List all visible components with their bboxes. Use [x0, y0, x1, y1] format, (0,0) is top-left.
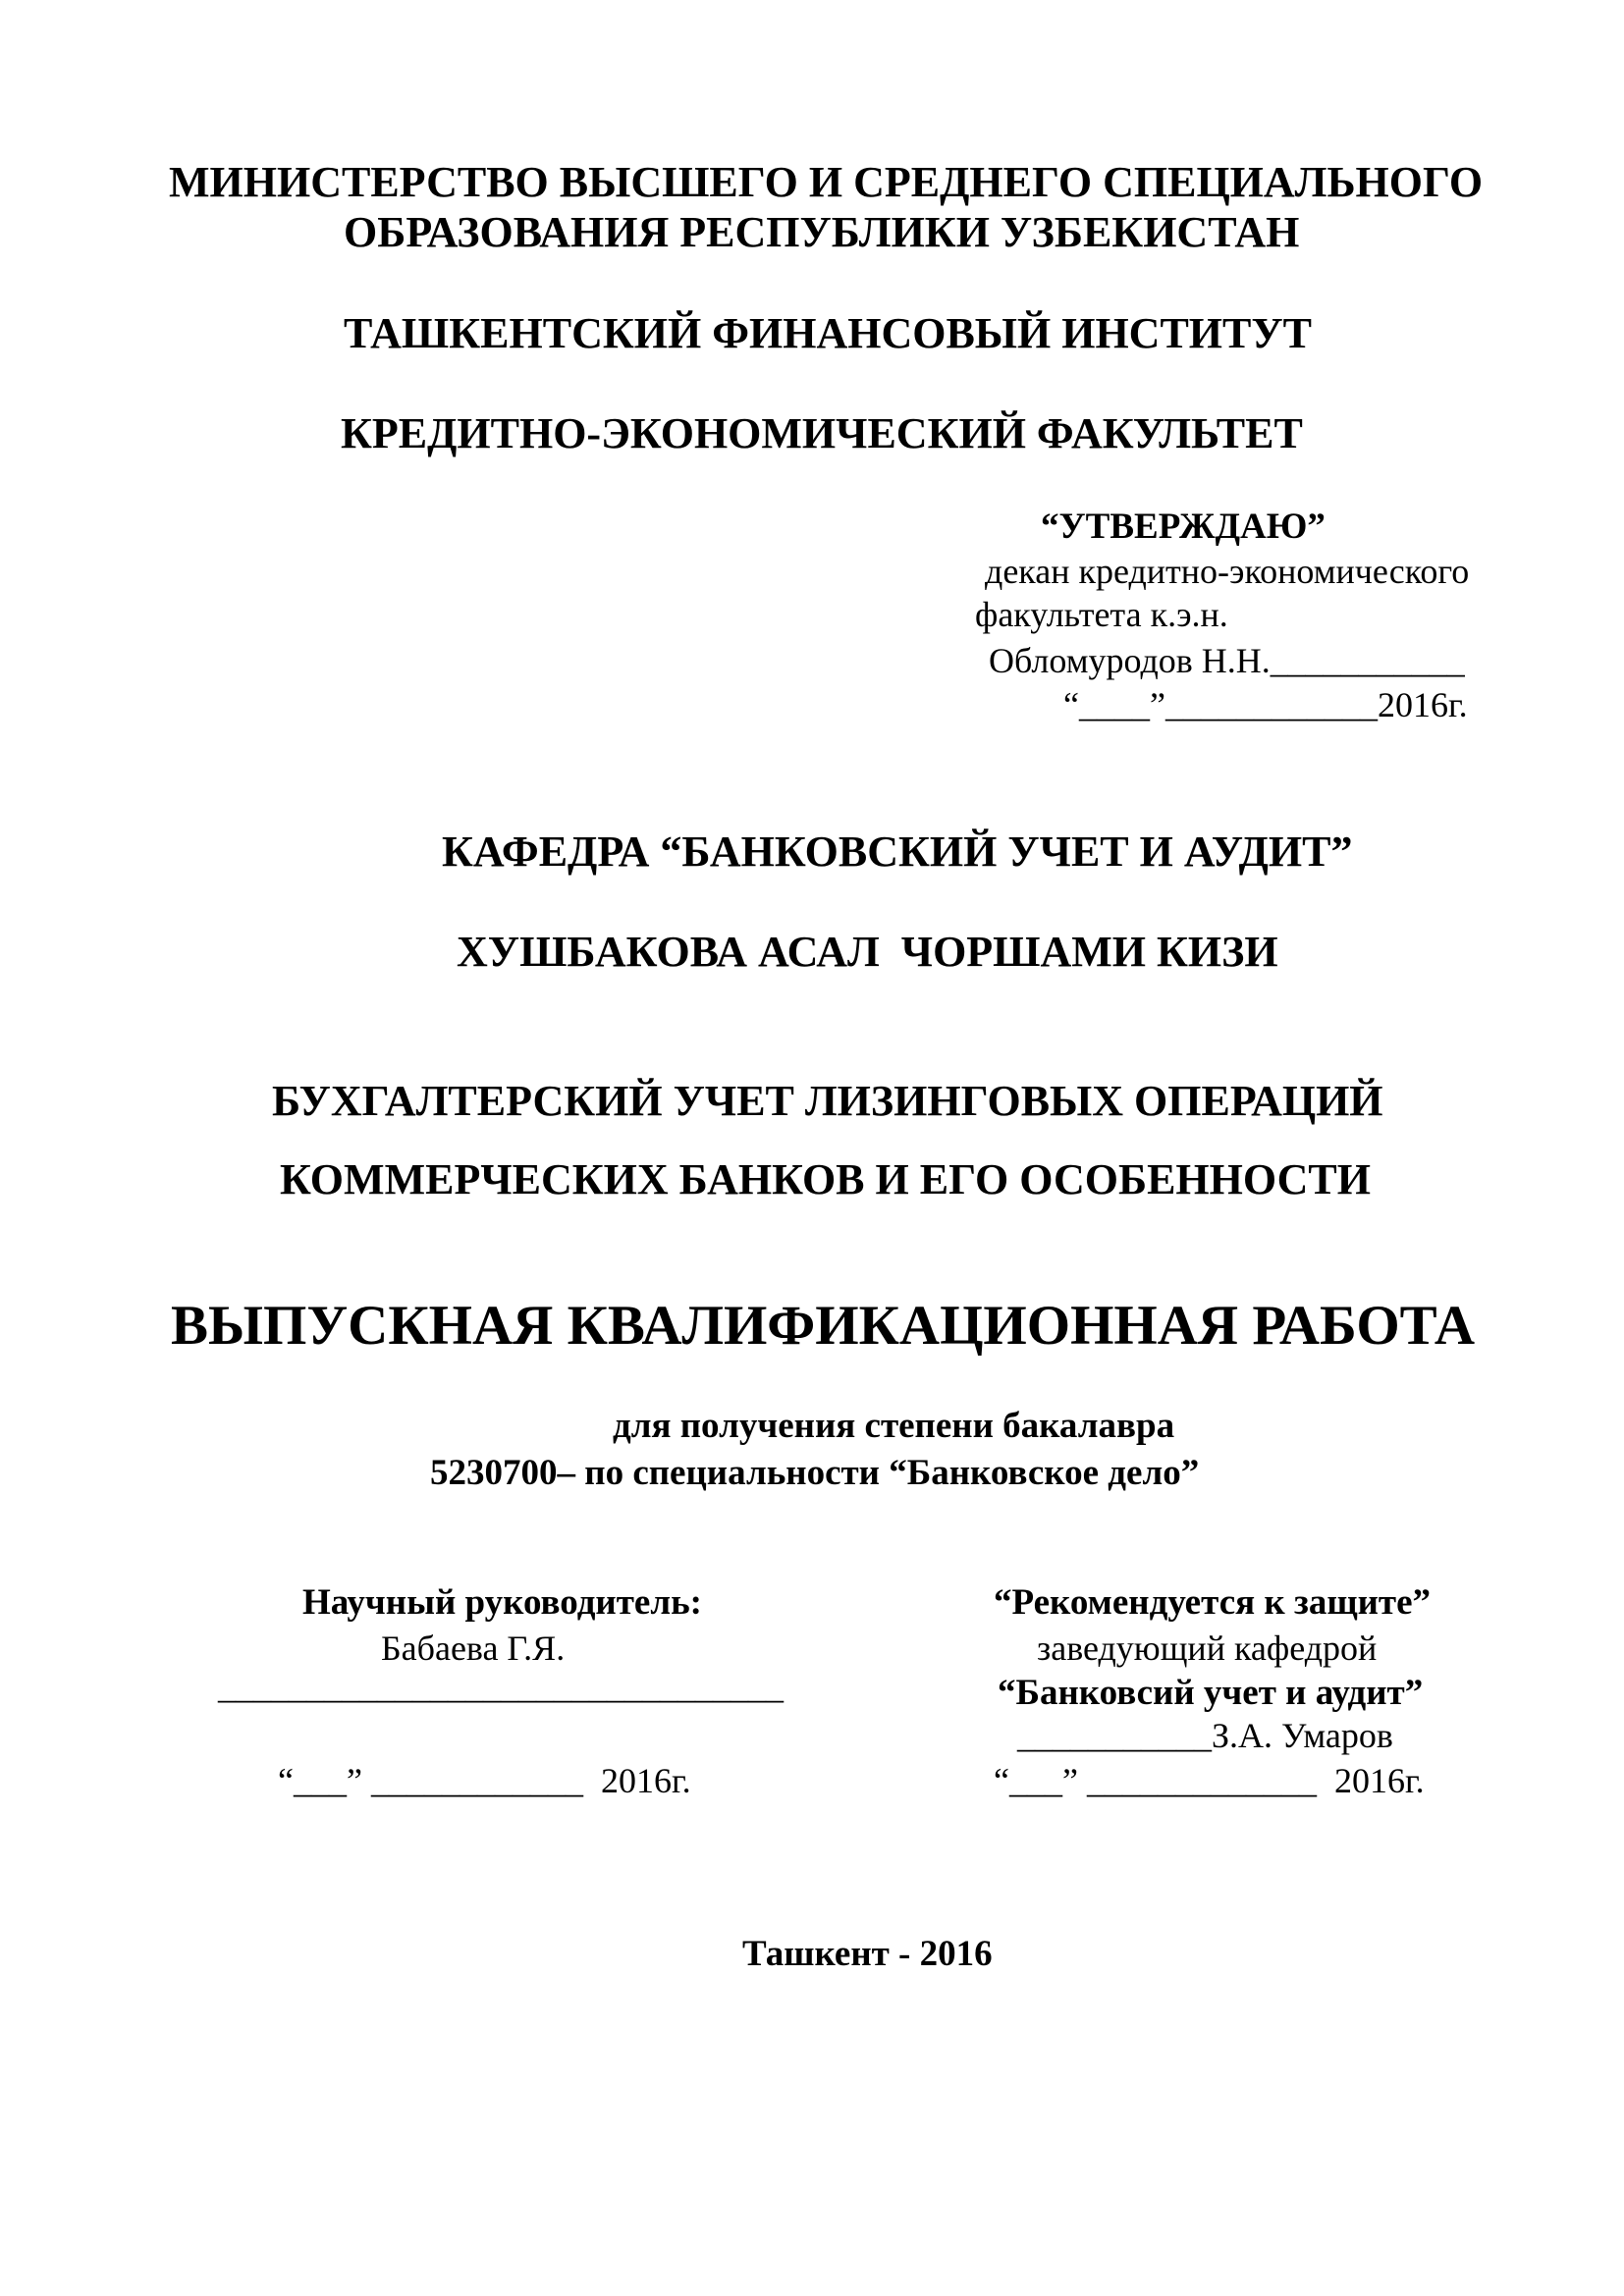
approval-dean-degree: факультета к.э.н.	[975, 595, 1228, 634]
approval-title: “УТВЕРЖДАЮ”	[1041, 507, 1326, 547]
supervisor-date: “___” ____________ 2016г.	[278, 1761, 691, 1800]
department-name: КАФЕДРА “БАНКОВСКИЙ УЧЕТ И АУДИТ”	[442, 828, 1353, 876]
thesis-title-line-2: КОММЕРЧЕСКИХ БАНКОВ И ЕГО ОСОБЕННОСТИ	[280, 1155, 1371, 1203]
approval-date: “____”____________2016г.	[1063, 685, 1468, 724]
thesis-title-line-1: БУХГАЛТЕРСКИЙ УЧЕТ ЛИЗИНГОВЫХ ОПЕРАЦИЙ	[272, 1077, 1383, 1125]
recommendation-head-name: ___________З.А. Умаров	[1017, 1716, 1393, 1755]
work-type: ВЫПУСКНАЯ КВАЛИФИКАЦИОННАЯ РАБОТА	[171, 1295, 1476, 1357]
degree-line-2: 5230700– по специальности “Банковское дело”	[430, 1453, 1200, 1493]
recommendation-date: “___” _____________ 2016г.	[994, 1761, 1425, 1800]
approval-dean-position: декан кредитно-экономического	[985, 552, 1470, 591]
recommendation-label: “Рекомендуется к защите”	[994, 1582, 1432, 1623]
degree-line-1: для получения степени бакалавра	[613, 1406, 1175, 1446]
ministry-line-1: МИНИСТЕРСТВО ВЫСШЕГО И СРЕДНЕГО СПЕЦИАЛЬНОГО	[169, 158, 1484, 206]
ministry-line-2: ОБРАЗОВАНИЯ РЕСПУБЛИКИ УЗБЕКИСТАН	[344, 208, 1300, 256]
recommendation-position: заведующий кафедрой	[1037, 1629, 1378, 1668]
supervisor-name: Бабаева Г.Я.	[381, 1629, 566, 1668]
city-year: Ташкент - 2016	[742, 1934, 993, 1974]
faculty-name: КРЕДИТНО-ЭКОНОМИЧЕСКИЙ ФАКУЛЬТЕТ	[341, 409, 1303, 457]
recommendation-department: “Банковсий учет и аудит”	[998, 1673, 1424, 1713]
author-name: ХУШБАКОВА АСАЛ ЧОРШАМИ КИЗИ	[457, 928, 1278, 976]
institute-name: ТАШКЕНТСКИЙ ФИНАНСОВЫЙ ИНСТИТУТ	[344, 309, 1313, 357]
approval-dean-name: Обломуродов Н.Н.___________	[989, 641, 1465, 680]
supervisor-signature-line: ________________________________	[218, 1667, 784, 1706]
supervisor-label: Научный руководитель:	[302, 1582, 702, 1623]
